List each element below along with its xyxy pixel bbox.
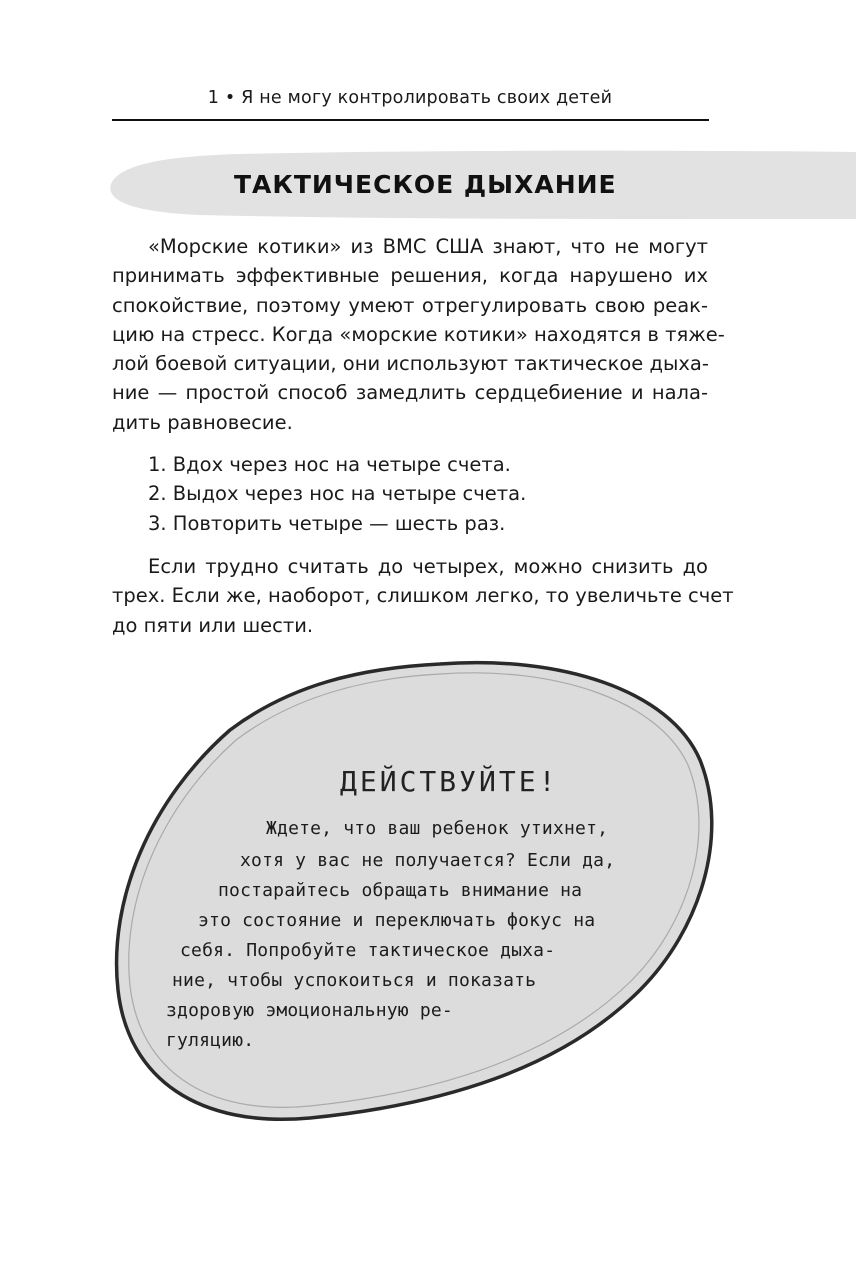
text-line: спокойствие, поэтому умеют отрегулировать свою реак-	[112, 293, 708, 317]
callout-line: это состояние и переключать фокус на	[198, 910, 596, 931]
text-line: принимать эффективные решения, когда нарушено их	[112, 264, 708, 288]
callout-line: хотя у вас не получается? Если да,	[240, 850, 616, 871]
text-line: лой боевой ситуации, они используют тактическое дыха-	[112, 352, 709, 376]
text-line: трех. Если же, наоборот, слишком легко, то увеличьте счет	[112, 584, 734, 608]
running-head: 1 • Я не могу контролировать своих детей	[207, 88, 613, 108]
callout-line: себя. Попробуйте тактическое дыха-	[180, 940, 556, 961]
list-item: 1. Вдох через нос на четыре счета.	[148, 453, 511, 476]
callout-line: здоровую эмоциональную ре-	[166, 1000, 453, 1021]
text-line: цию на стресс. Когда «морские котики» находятся в тяже-	[112, 322, 725, 346]
text-line: дить равновесие.	[112, 410, 293, 434]
list-item: 3. Повторить четыре — шесть раз.	[148, 511, 506, 535]
text-line: Если трудно считать до четырех, можно снизить до	[148, 555, 708, 578]
callout-line: постарайтесь обращать внимание на	[218, 880, 583, 901]
section-title: ТАКТИЧЕСКОЕ ДЫХАНИЕ	[234, 170, 617, 199]
text-line: «Морские котики» из ВМС США знают, что не могут	[148, 235, 708, 258]
callout-line: ние, чтобы успокоиться и показать	[172, 970, 537, 991]
callout-line: Ждете, что ваш ребенок утихнет,	[266, 818, 609, 839]
list-item: 2. Выдох через нос на четыре счета.	[148, 482, 527, 506]
text-line: до пяти или шести.	[112, 613, 314, 637]
callout-title: ДЕЙСТВУЙТЕ!	[340, 765, 559, 798]
text-line: ние — простой способ замедлить сердцебиение и нала-	[112, 381, 708, 405]
callout-line: гуляцию.	[166, 1030, 255, 1051]
